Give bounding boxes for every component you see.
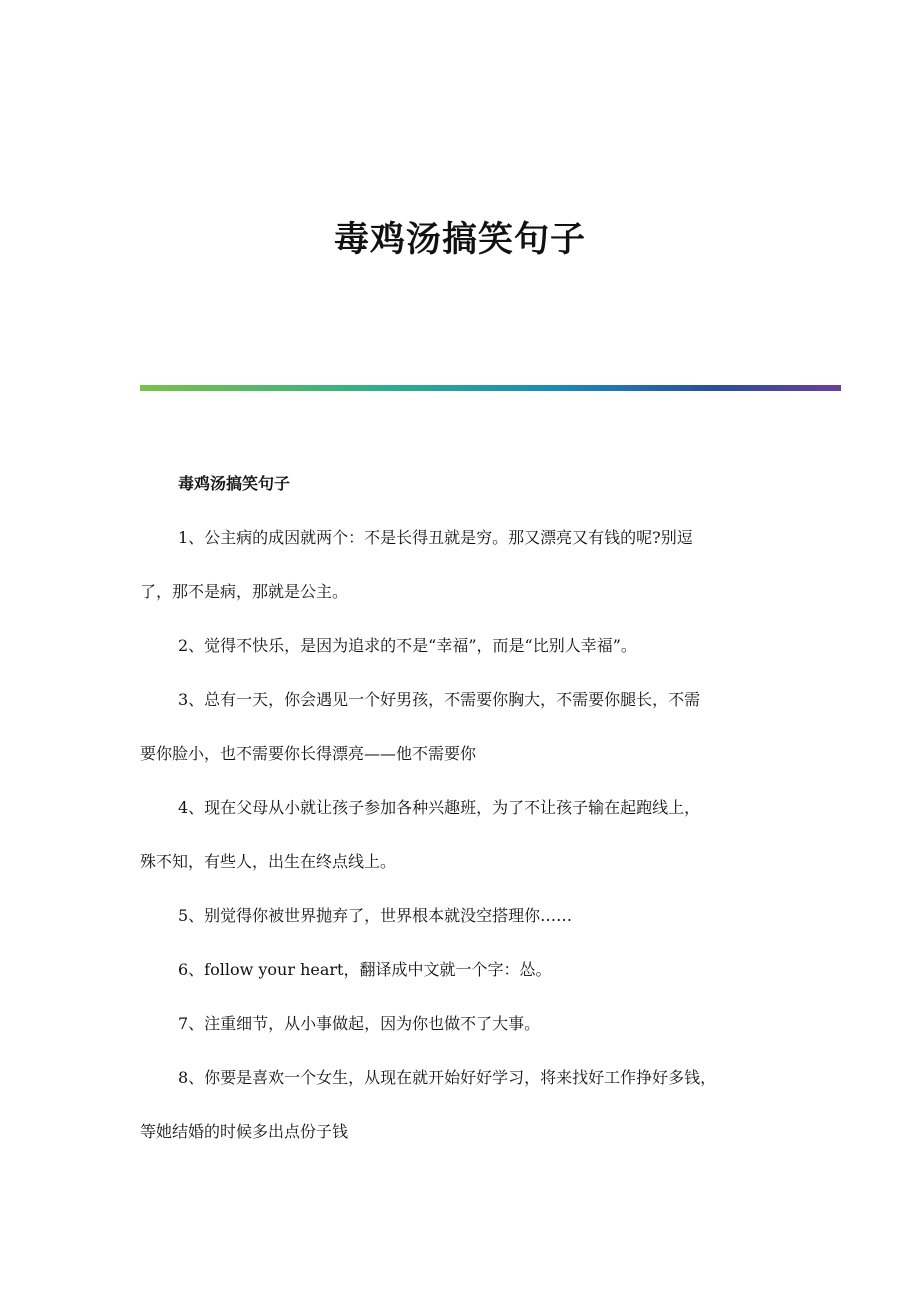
list-item-line: 8、你要是喜欢一个女生，从现在就开始好好学习，将来找好工作挣好多钱，: [178, 1068, 717, 1087]
document-body: [140, 470, 800, 1172]
gradient-divider: [140, 385, 841, 391]
list-item-line: 7、注重细节，从小事做起，因为你也做不了大事。: [178, 1014, 541, 1033]
list-item: [140, 794, 800, 876]
section-heading: 毒鸡汤搞笑句子: [178, 474, 291, 493]
list-item: [140, 902, 800, 930]
list-item-line: 6、follow your heart，翻译成中文就一个字：怂。: [178, 960, 552, 979]
list-item: [140, 1064, 800, 1146]
list-item-line: 要你脸小，也不需要你长得漂亮——他不需要你: [140, 744, 477, 763]
list-item: [140, 956, 800, 984]
list-item-line: 殊不知，有些人，出生在终点线上。: [140, 852, 397, 871]
list-item-line: 等她结婚的时候多出点份子钱: [140, 1122, 349, 1141]
list-item-line: 4、现在父母从小就让孩子参加各种兴趣班，为了不让孩子输在起跑线上，: [178, 798, 701, 817]
list-item-line: 1、公主病的成因就两个：不是长得丑就是穷。那又漂亮又有钱的呢?别逗: [178, 528, 693, 547]
list-item-line: 3、总有一天，你会遇见一个好男孩，不需要你胸大，不需要你腿长，不需: [178, 690, 701, 709]
list-item: [140, 632, 800, 660]
page-title: 毒鸡汤搞笑句子: [333, 219, 586, 260]
list-item: [140, 686, 800, 768]
list-item: [140, 524, 800, 606]
list-item-line: 5、别觉得你被世界抛弃了，世界根本就没空搭理你……: [178, 906, 573, 925]
list-item-line: 了，那不是病，那就是公主。: [140, 582, 349, 601]
list-item: [140, 1010, 800, 1038]
list-item-line: 2、觉得不快乐，是因为追求的不是“幸福”，而是“比别人幸福”。: [178, 636, 637, 655]
